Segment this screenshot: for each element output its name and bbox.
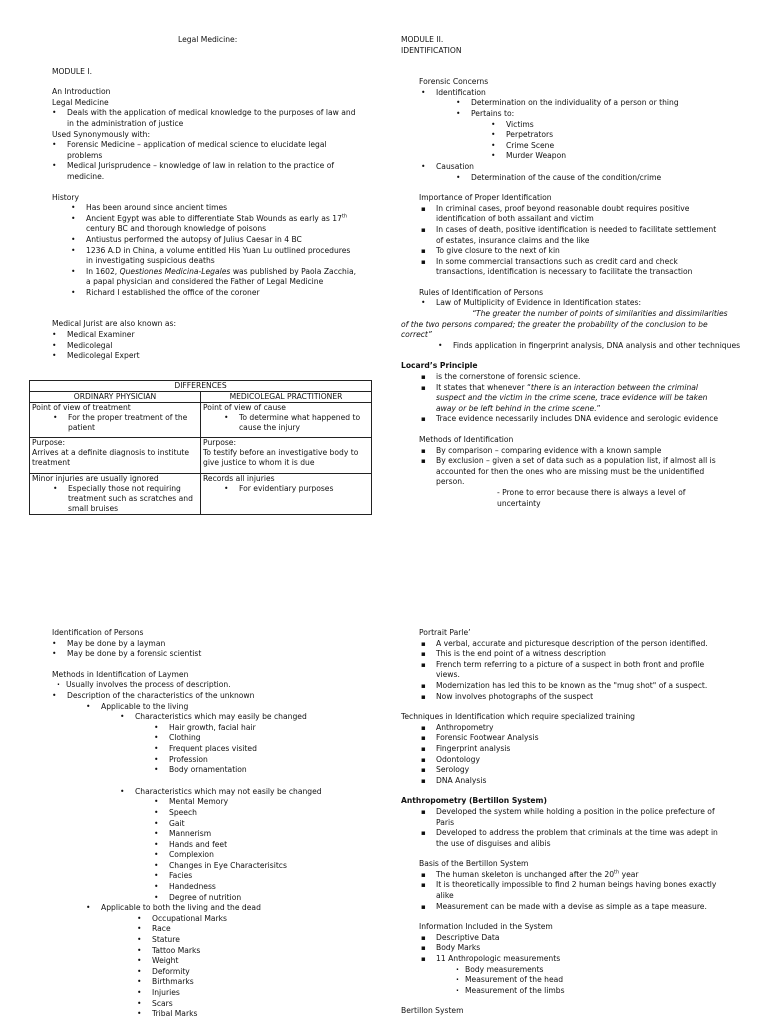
table-row <box>30 403 372 438</box>
list-item: ▪ A verbal, accurate and picturesque description of the person identified. <box>419 639 761 650</box>
list-item: ▪ Developed the system while holding a position in the police prefecture of Paris <box>419 807 761 828</box>
list-item: • Frequent places visited <box>152 744 382 755</box>
list-item: · Usually involves the process of description. <box>54 680 382 691</box>
jurist-list <box>50 330 382 362</box>
methods-note: - Prone to error because there is always a level of <box>497 487 686 497</box>
portrait-parle-section <box>401 628 761 1017</box>
document-title: Legal Medicine: <box>178 35 238 44</box>
list-item: ▪ Measurement can be made with a devise as simple as a tape measure. <box>419 902 761 913</box>
list-item: • Causation • Determination of the cause of the condition/crime <box>419 162 756 183</box>
list-item: ▪ Serology <box>419 765 761 776</box>
table-cell: Purpose: To testify before an investigative body to give justice to whom it is due <box>201 438 372 474</box>
importance-list <box>419 204 756 278</box>
legal-medicine-list <box>50 108 382 129</box>
list-item: ▪ Anthropometry <box>419 723 761 734</box>
list-item: • Law of Multiplicity of Evidence in Identification states: <box>419 298 756 309</box>
techniques-heading: Techniques in Identification which require specialized training <box>401 712 636 722</box>
forensic-concerns-list <box>419 88 756 183</box>
table-cell: Point of view of treatment • For the proper treatment of the patient <box>30 403 201 438</box>
bertillon-basis-heading: Basis of the Bertillon System <box>419 859 529 869</box>
list-item: • Mannerism <box>152 829 382 840</box>
list-item: • Characteristics which may not easily be changed • Mental Memory • Speech • Gait • Mannerism • Hands and feet • Complexion • Changes in Eye Characterisitcs • Facies • Handedness • Degree of nutrition <box>118 787 382 904</box>
list-item: • Identification • Determination on the individuality of a person or thing • Pertains to: • Victims • Perpetrators • Crime Scene • Murder Weapon <box>419 88 756 162</box>
list-item: ▪ Now involves photographs of the suspect <box>419 692 761 703</box>
column-header-ordinary: ORDINARY PHYSICIAN <box>30 392 201 403</box>
list-item: • Forensic Medicine – application of medical science to elucidate legal problems <box>50 140 382 161</box>
list-item: ▪ Fingerprint analysis <box>419 744 761 755</box>
list-item: ▪ Developed to address the problem that criminals at the time was adept in the use of disguises and alibis <box>419 828 761 849</box>
information-list <box>419 933 761 997</box>
quote-line: “The greater the number of points of similarities and dissimilarities <box>472 309 728 319</box>
methods-laymen-list <box>50 691 382 1020</box>
list-item: ▪ By exclusion – given a set of data such as a population list, if almost all is accounted for then the ones who are missing must be the unidentified person. <box>419 456 756 488</box>
list-item: • Perpetrators <box>489 130 756 141</box>
list-item: • Clothing <box>152 733 382 744</box>
list-item: • May be done by a forensic scientist <box>50 649 382 660</box>
methods-heading: Methods of Identification <box>419 435 514 444</box>
list-item: ▪ It is theoretically impossible to find 2 human beings having bones exactly alike <box>419 880 761 901</box>
portrait-parle-list <box>419 639 761 703</box>
table-title-row <box>30 381 372 392</box>
list-item: • Tattoo Marks <box>135 946 382 957</box>
module-1-heading: MODULE I. <box>52 66 93 76</box>
methods-list <box>419 446 756 488</box>
list-item: ▪ In cases of death, positive identification is needed to facilitate settlement of estates, insurance claims and the like <box>419 225 756 246</box>
quote-line: of the two persons compared; the greater the probability of the conclusion to be <box>401 319 708 329</box>
list-item: • Determination of the cause of the condition/crime <box>454 173 756 184</box>
list-item: • Deformity <box>135 967 382 978</box>
methods-note: uncertainty <box>497 498 541 508</box>
list-item: ▪ This is the end point of a witness description <box>419 649 761 660</box>
list-item: ▪ Odontology <box>419 755 761 766</box>
list-item: ▪ Body Marks <box>419 943 761 954</box>
list-item: • Handedness <box>152 882 382 893</box>
list-item: ▪ Modernization has led this to be known as the "mug shot" of a suspect. <box>419 681 761 692</box>
quote-line: correct” <box>401 330 432 340</box>
portrait-parle-heading: Portrait Parle’ <box>419 628 471 637</box>
history-list <box>69 203 382 298</box>
list-item: • Antiustus performed the autopsy of Julius Caesar in 4 BC <box>69 235 382 246</box>
column-header-medicolegal: MEDICOLEGAL PRACTITIONER <box>201 392 372 403</box>
table-title: DIFFERENCES <box>30 381 372 392</box>
list-item: • For the proper treatment of the patient <box>51 413 198 433</box>
list-item: • Gait <box>152 819 382 830</box>
differences-table <box>29 380 372 515</box>
list-item: · Measurement of the limbs <box>453 986 761 997</box>
list-item: • Characteristics which may easily be changed • Hair growth, facial hair • Clothing • Frequent places visited • Profession • Body ornamentation <box>118 712 382 776</box>
list-item: ▪ In criminal cases, proof beyond reasonable doubt requires positive identification of both assailant and victim <box>419 204 756 225</box>
table-cell: Records all injuries • For evidentiary purposes <box>201 474 372 515</box>
list-item: • Applicable to the living • Characteristics which may easily be changed • Hair growth, facial hair • Clothing • Frequent places visited • Profession • Body ornamentation • Characteristics which may not easily be changed • Mental Memory • Speech • Gait • Mannerism • Hands and feet • Complexion • Changes in Eye Characterisitcs • Facies • Handedness • Degree of nutrition <box>84 702 382 904</box>
list-item: ▪ It states that whenever “there is an interaction between the criminal suspect and the victim in the crime scene, trace evidence will be taken away or be left behind in the crime scene.” <box>419 383 756 415</box>
list-item: • Murder Weapon <box>489 151 756 162</box>
forensic-concerns-heading: Forensic Concerns <box>419 77 489 87</box>
list-item: • Changes in Eye Characterisitcs <box>152 861 382 872</box>
list-item: ▪ By comparison – comparing evidence with a known sample <box>419 446 756 457</box>
list-item: ▪ Descriptive Data <box>419 933 761 944</box>
list-item: • Especially those not requiring treatment such as scratches and small bruises <box>51 484 198 514</box>
methods-laymen-heading: Methods in Identification of Laymen <box>52 669 189 679</box>
list-item: • Facies <box>152 871 382 882</box>
list-item: • Has been around since ancient times <box>69 203 382 214</box>
list-item: • Medicolegal Expert <box>50 351 382 362</box>
methods-laymen-list <box>54 680 382 691</box>
list-item: • In 1602, Questiones Medicina-Legales was published by Paola Zacchia, a papal physician and considered the Father of Legal Medicine <box>69 267 382 288</box>
list-item: ▪ 11 Anthropologic measurements · Body measurements · Measurement of the head · Measurement of the limbs <box>419 954 761 996</box>
list-item: ▪ Forensic Footwear Analysis <box>419 733 761 744</box>
list-item: · Measurement of the head <box>453 975 761 986</box>
list-item: • Weight <box>135 956 382 967</box>
list-item: • Injuries <box>135 988 382 999</box>
anthropometry-list <box>419 807 761 849</box>
bertillon-system-heading: Bertillon System <box>401 1006 464 1016</box>
rules-application-list <box>436 341 756 352</box>
list-item: • Mental Memory <box>152 797 382 808</box>
table-cell: Purpose: Arrives at a definite diagnosis to institute treatment <box>30 438 201 474</box>
list-item: • Scars <box>135 999 382 1010</box>
list-item: • Victims <box>489 120 756 131</box>
identification-of-persons-heading: Identification of Persons <box>52 628 144 637</box>
rules-heading: Rules of Identification of Persons <box>419 287 544 297</box>
list-item: • For evidentiary purposes <box>222 484 369 494</box>
table-row <box>30 438 372 474</box>
legal-medicine-heading: Legal Medicine <box>52 97 109 107</box>
list-item: • Crime Scene <box>489 141 756 152</box>
identification-who-list <box>50 639 382 660</box>
information-heading: Information Included in the System <box>419 922 553 932</box>
list-item: • Occupational Marks <box>135 914 382 925</box>
list-item: ▪ DNA Analysis <box>419 776 761 787</box>
list-item: • Applicable to both the living and the dead • Occupational Marks • Race • Stature • Tattoo Marks • Weight • Deformity • Birthmarks • Injuries • Scars • Tribal Marks <box>84 903 382 1020</box>
module-1-section <box>52 35 382 362</box>
list-item: • Ancient Egypt was able to differentiate Stab Wounds as early as 17th century BC and thorough knowledge of poisons <box>69 214 382 235</box>
list-item: ▪ French term referring to a picture of a suspect in both front and profile views. <box>419 660 761 681</box>
list-item: • Complexion <box>152 850 382 861</box>
list-item: • Deals with the application of medical knowledge to the purposes of law and in the administration of justice <box>50 108 382 129</box>
list-item: • Hands and feet <box>152 840 382 851</box>
list-item: ▪ To give closure to the next of kin <box>419 246 756 257</box>
list-item: · Body measurements <box>453 965 761 976</box>
list-item: • May be done by a layman <box>50 639 382 650</box>
locard-heading: Locard’s Principle <box>401 361 478 371</box>
importance-heading: Importance of Proper Identification <box>419 193 552 203</box>
list-item: ▪ In some commercial transactions such as credit card and check transactions, identification is necessary to facilitate the transaction <box>419 257 756 278</box>
list-item: • Body ornamentation <box>152 765 382 776</box>
list-item: • Description of the characteristics of the unknown • Applicable to the living • Characteristics which may easily be changed • Hair growth, facial hair • Clothing • Frequent places visited • Profession • Body ornamentation • Characteristics which may not easily be changed • Mental Memory • Speech • Gait • Mannerism • Hands and feet • Complexion • Changes in Eye Characterisitcs • Facies • Handedness • Degree of nutrition • Applicable to both the living and the dead • Occupational Marks • Race • Stature • Tattoo Marks • Weight • Deformity • Birthmarks • Injuries • Scars • Tribal Marks <box>50 691 382 1020</box>
list-item: • Pertains to: • Victims • Perpetrators • Crime Scene • Murder Weapon <box>454 109 756 162</box>
list-item: • Finds application in fingerprint analysis, DNA analysis and other techniques <box>436 341 756 352</box>
identification-of-persons-section <box>52 628 382 1020</box>
list-item: • Race <box>135 924 382 935</box>
list-item: • Stature <box>135 935 382 946</box>
list-item: • Degree of nutrition <box>152 893 382 904</box>
list-item: ▪ Trace evidence necessarily includes DNA evidence and serologic evidence <box>419 414 756 425</box>
jurist-heading: Medical Jurist are also known as: <box>52 319 177 329</box>
bertillon-basis-list <box>419 870 761 912</box>
list-item: • Medical Jurisprudence – knowledge of law in relation to the practice of medicine. <box>50 161 382 182</box>
list-item: • To determine what happened to cause the injury <box>222 413 369 433</box>
table-cell: Point of view of cause • To determine what happened to cause the injury <box>201 403 372 438</box>
list-item: • Birthmarks <box>135 977 382 988</box>
list-item: • Medical Examiner <box>50 330 382 341</box>
list-item: • Speech <box>152 808 382 819</box>
table-header-row <box>30 392 372 403</box>
list-item: • Profession <box>152 755 382 766</box>
locard-list <box>419 372 756 425</box>
list-item: • Hair growth, facial hair <box>152 723 382 734</box>
list-item: • Determination on the individuality of a person or thing <box>454 98 756 109</box>
list-item: • Richard I established the office of the coroner <box>69 288 382 299</box>
list-item: ▪ is the cornerstone of forensic science. <box>419 372 756 383</box>
techniques-list <box>419 723 761 787</box>
anthropometry-heading: Anthropometry (Bertillon System) <box>401 796 547 806</box>
list-item: • 1236 A.D in China, a volume entitled His Yuan Lu outlined procedures in investigating suspicious deaths <box>69 246 382 267</box>
synonyms-heading: Used Synonymously with: <box>52 129 150 139</box>
identification-heading: IDENTIFICATION <box>401 45 462 55</box>
table-row <box>30 474 372 515</box>
intro-heading: An Introduction <box>52 87 111 97</box>
table-cell: Minor injuries are usually ignored • Especially those not requiring treatment such as scratches and small bruises <box>30 474 201 515</box>
list-item: • Tribal Marks <box>135 1009 382 1020</box>
rules-list <box>419 298 756 309</box>
list-item: ▪ The human skeleton is unchanged after the 20th year <box>419 870 761 881</box>
history-heading: History <box>52 192 80 202</box>
module-2-heading: MODULE II. <box>401 35 444 44</box>
module-2-section <box>401 35 756 509</box>
synonyms-list <box>50 140 382 182</box>
list-item: • Medicolegal <box>50 341 382 352</box>
